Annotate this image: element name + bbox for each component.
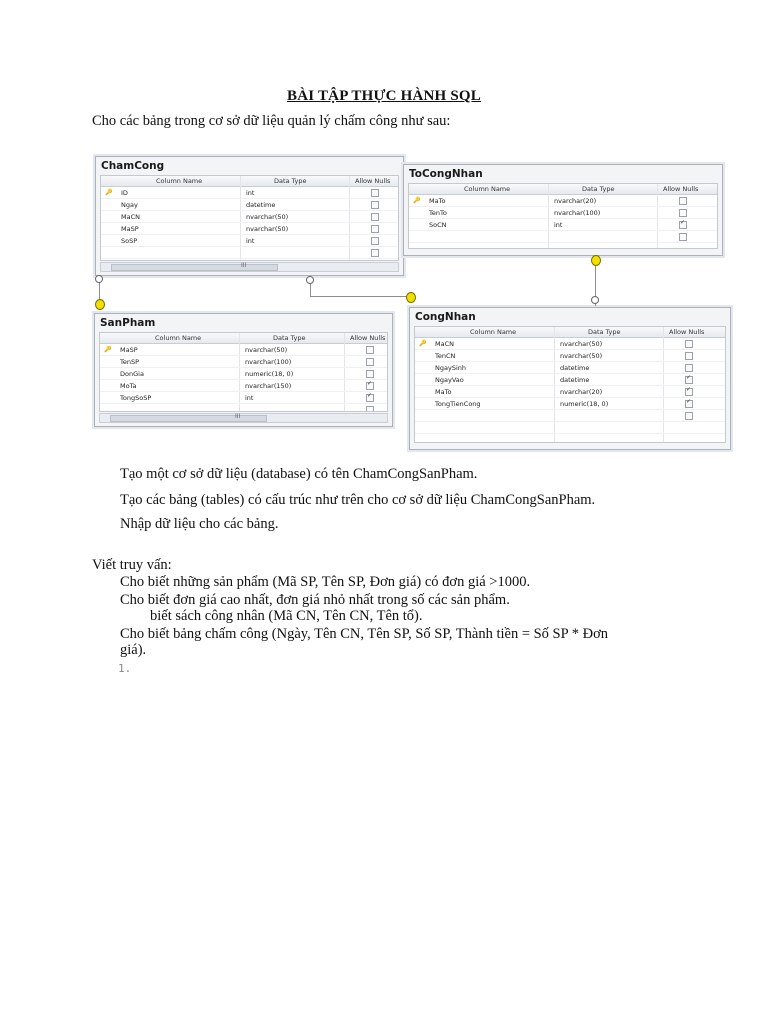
- relation-end-icon: [306, 276, 314, 284]
- allow-nulls-checkbox[interactable]: [366, 382, 374, 390]
- data-type[interactable]: numeric(18, 0): [245, 370, 294, 378]
- empty-row[interactable]: [101, 259, 398, 261]
- scroll-marker: III: [241, 262, 247, 269]
- column-name[interactable]: MaSP: [121, 225, 139, 233]
- allow-nulls-checkbox[interactable]: [366, 346, 374, 354]
- list-numeral: 1.: [118, 662, 132, 675]
- primary-key-icon: 🔑: [104, 346, 112, 353]
- allow-nulls-checkbox[interactable]: [371, 201, 379, 209]
- table-window-chamcong[interactable]: [95, 156, 404, 276]
- data-type[interactable]: datetime: [246, 201, 276, 209]
- grid-header-col: Column Name: [155, 334, 202, 342]
- table-row[interactable]: [101, 235, 398, 247]
- task-item-2: Tạo các bảng (tables) có cấu trúc như trên cho cơ sở dữ liệu ChamCongSanPham.: [120, 492, 596, 508]
- table-row[interactable]: [415, 362, 725, 374]
- data-type[interactable]: nvarchar(50): [246, 225, 289, 233]
- scroll-marker: III: [235, 413, 241, 420]
- column-name[interactable]: TenCN: [435, 352, 456, 360]
- relation-end-icon: [95, 275, 103, 283]
- grid-header: [409, 184, 717, 195]
- allow-nulls-checkbox[interactable]: [366, 370, 374, 378]
- grid-header-col: Column Name: [464, 185, 511, 193]
- column-name[interactable]: SoCN: [429, 221, 447, 229]
- data-type[interactable]: int: [246, 237, 255, 245]
- task-item-3: Nhập dữ liệu cho các bảng.: [120, 516, 279, 532]
- column-name[interactable]: SoSP: [121, 237, 138, 245]
- allow-nulls-checkbox[interactable]: [679, 197, 687, 205]
- table-row[interactable]: [409, 219, 717, 231]
- relation-key-icon: [406, 292, 416, 303]
- table-row[interactable]: [100, 368, 387, 380]
- scroll-thumb[interactable]: [110, 415, 267, 422]
- horizontal-scrollbar[interactable]: [99, 413, 388, 423]
- table-row[interactable]: [415, 374, 725, 386]
- table-row[interactable]: [409, 195, 717, 207]
- table-title: ToCongNhan: [409, 168, 483, 180]
- column-name[interactable]: TenSP: [120, 358, 140, 366]
- empty-row[interactable]: [415, 422, 725, 434]
- grid-header-type: Data Type: [582, 185, 615, 193]
- grid-header-col: Column Name: [470, 328, 517, 336]
- query-item-3: biết sách công nhân (Mã CN, Tên CN, Tên tổ).: [150, 608, 423, 624]
- horizontal-scrollbar[interactable]: [100, 262, 399, 272]
- column-name[interactable]: MaCN: [435, 340, 454, 348]
- allow-nulls-checkbox[interactable]: [371, 249, 379, 257]
- grid-header-nulls: Allow Nulls: [669, 328, 705, 336]
- table-row[interactable]: [100, 356, 387, 368]
- table-window-sanpham[interactable]: [94, 313, 393, 427]
- intro-text: Cho các bảng trong cơ sở dữ liệu quản lý chấm công như sau:: [92, 113, 451, 129]
- allow-nulls-checkbox[interactable]: [685, 388, 693, 396]
- column-grid[interactable]: [414, 326, 726, 443]
- table-row[interactable]: [415, 338, 725, 350]
- data-type[interactable]: datetime: [560, 376, 590, 384]
- table-row[interactable]: [409, 207, 717, 219]
- table-title: CongNhan: [415, 311, 476, 323]
- allow-nulls-checkbox[interactable]: [366, 406, 374, 412]
- data-type[interactable]: int: [245, 394, 254, 402]
- allow-nulls-checkbox[interactable]: [685, 364, 693, 372]
- grid-header-nulls: Allow Nulls: [350, 334, 386, 342]
- table-window-tocongnhan[interactable]: [403, 164, 723, 256]
- column-name[interactable]: MaTo: [435, 388, 452, 396]
- grid-header-type: Data Type: [273, 334, 306, 342]
- data-type[interactable]: int: [554, 221, 563, 229]
- grid-header-col: Column Name: [156, 177, 203, 185]
- grid-header: [101, 176, 398, 187]
- query-item-4: Cho biết bảng chấm công (Ngày, Tên CN, Tên SP, Số SP, Thành tiền = Số SP * Đơn: [120, 626, 609, 642]
- table-row[interactable]: [100, 344, 387, 356]
- task-item-1: Tạo một cơ sở dữ liệu (database) có tên ChamCongSanPham.: [120, 466, 478, 482]
- column-name[interactable]: MaSP: [120, 346, 138, 354]
- table-row[interactable]: [101, 211, 398, 223]
- empty-row[interactable]: [409, 243, 717, 249]
- column-name[interactable]: NgaySinh: [435, 364, 466, 372]
- allow-nulls-checkbox[interactable]: [371, 189, 379, 197]
- primary-key-icon: 🔑: [105, 189, 113, 196]
- data-type[interactable]: nvarchar(50): [246, 213, 289, 221]
- table-row[interactable]: [100, 380, 387, 392]
- scroll-thumb[interactable]: [111, 264, 278, 271]
- data-type[interactable]: nvarchar(150): [245, 382, 292, 390]
- data-type[interactable]: nvarchar(50): [245, 346, 288, 354]
- allow-nulls-checkbox[interactable]: [371, 225, 379, 233]
- table-row[interactable]: [101, 199, 398, 211]
- column-grid[interactable]: [408, 183, 718, 249]
- column-grid[interactable]: [100, 175, 399, 261]
- column-name[interactable]: MoTa: [120, 382, 137, 390]
- query-heading: Viết truy vấn:: [92, 557, 172, 573]
- table-row[interactable]: [415, 398, 725, 410]
- data-type[interactable]: datetime: [560, 364, 590, 372]
- relation-key-icon: [591, 255, 601, 266]
- data-type[interactable]: nvarchar(50): [560, 352, 603, 360]
- column-name[interactable]: TongTienCong: [435, 400, 481, 408]
- empty-row[interactable]: [415, 410, 725, 422]
- allow-nulls-checkbox[interactable]: [685, 352, 693, 360]
- query-item-2: Cho biết đơn giá cao nhất, đơn giá nhỏ nhất trong số các sản phẩm.: [120, 592, 510, 608]
- table-row[interactable]: [101, 223, 398, 235]
- allow-nulls-checkbox[interactable]: [371, 213, 379, 221]
- column-name[interactable]: NgayVao: [435, 376, 464, 384]
- column-grid[interactable]: [99, 332, 388, 412]
- table-window-congnhan[interactable]: [409, 307, 731, 450]
- data-type[interactable]: int: [246, 189, 255, 197]
- allow-nulls-checkbox[interactable]: [679, 209, 687, 217]
- column-name[interactable]: MaTo: [429, 197, 446, 205]
- data-type[interactable]: numeric(18, 0): [560, 400, 609, 408]
- data-type[interactable]: nvarchar(20): [554, 197, 597, 205]
- query-item-1: Cho biết những sản phẩm (Mã SP, Tên SP, Đơn giá) có đơn giá >1000.: [120, 574, 531, 590]
- table-row[interactable]: [415, 386, 725, 398]
- data-type[interactable]: nvarchar(50): [560, 340, 603, 348]
- document-title: BÀI TẬP THỰC HÀNH SQL: [287, 88, 481, 104]
- primary-key-icon: 🔑: [413, 197, 421, 204]
- empty-row[interactable]: [100, 404, 387, 412]
- grid-header-nulls: Allow Nulls: [355, 177, 391, 185]
- allow-nulls-checkbox[interactable]: [366, 358, 374, 366]
- empty-row[interactable]: [409, 231, 717, 243]
- grid-header-type: Data Type: [274, 177, 307, 185]
- grid-header: [415, 327, 725, 338]
- allow-nulls-checkbox[interactable]: [685, 340, 693, 348]
- table-row[interactable]: [101, 187, 398, 199]
- allow-nulls-checkbox[interactable]: [685, 400, 693, 408]
- allow-nulls-checkbox[interactable]: [679, 233, 687, 241]
- allow-nulls-checkbox[interactable]: [679, 221, 687, 229]
- data-type[interactable]: nvarchar(100): [245, 358, 292, 366]
- column-name[interactable]: Ngay: [121, 201, 138, 209]
- grid-header-type: Data Type: [588, 328, 621, 336]
- table-title: ChamCong: [101, 160, 165, 172]
- table-row[interactable]: [415, 350, 725, 362]
- allow-nulls-checkbox[interactable]: [685, 412, 693, 420]
- column-name[interactable]: TongSoSP: [120, 394, 152, 402]
- relation-key-icon: [95, 299, 105, 310]
- allow-nulls-checkbox[interactable]: [685, 376, 693, 384]
- column-name[interactable]: ID: [121, 189, 128, 197]
- table-row[interactable]: [100, 392, 387, 404]
- data-type[interactable]: nvarchar(20): [560, 388, 603, 396]
- relation-line-chamcong-congnhan-h: [310, 296, 410, 297]
- column-name[interactable]: TenTo: [429, 209, 447, 217]
- grid-header-nulls: Allow Nulls: [663, 185, 699, 193]
- empty-row[interactable]: [101, 247, 398, 259]
- column-name[interactable]: MaCN: [121, 213, 140, 221]
- data-type[interactable]: nvarchar(100): [554, 209, 601, 217]
- query-item-4-cont: giá).: [120, 642, 147, 658]
- allow-nulls-checkbox[interactable]: [371, 237, 379, 245]
- allow-nulls-checkbox[interactable]: [366, 394, 374, 402]
- primary-key-icon: 🔑: [419, 340, 427, 347]
- column-name[interactable]: DonGia: [120, 370, 144, 378]
- relation-end-icon: [591, 296, 599, 304]
- table-title: SanPham: [100, 317, 156, 329]
